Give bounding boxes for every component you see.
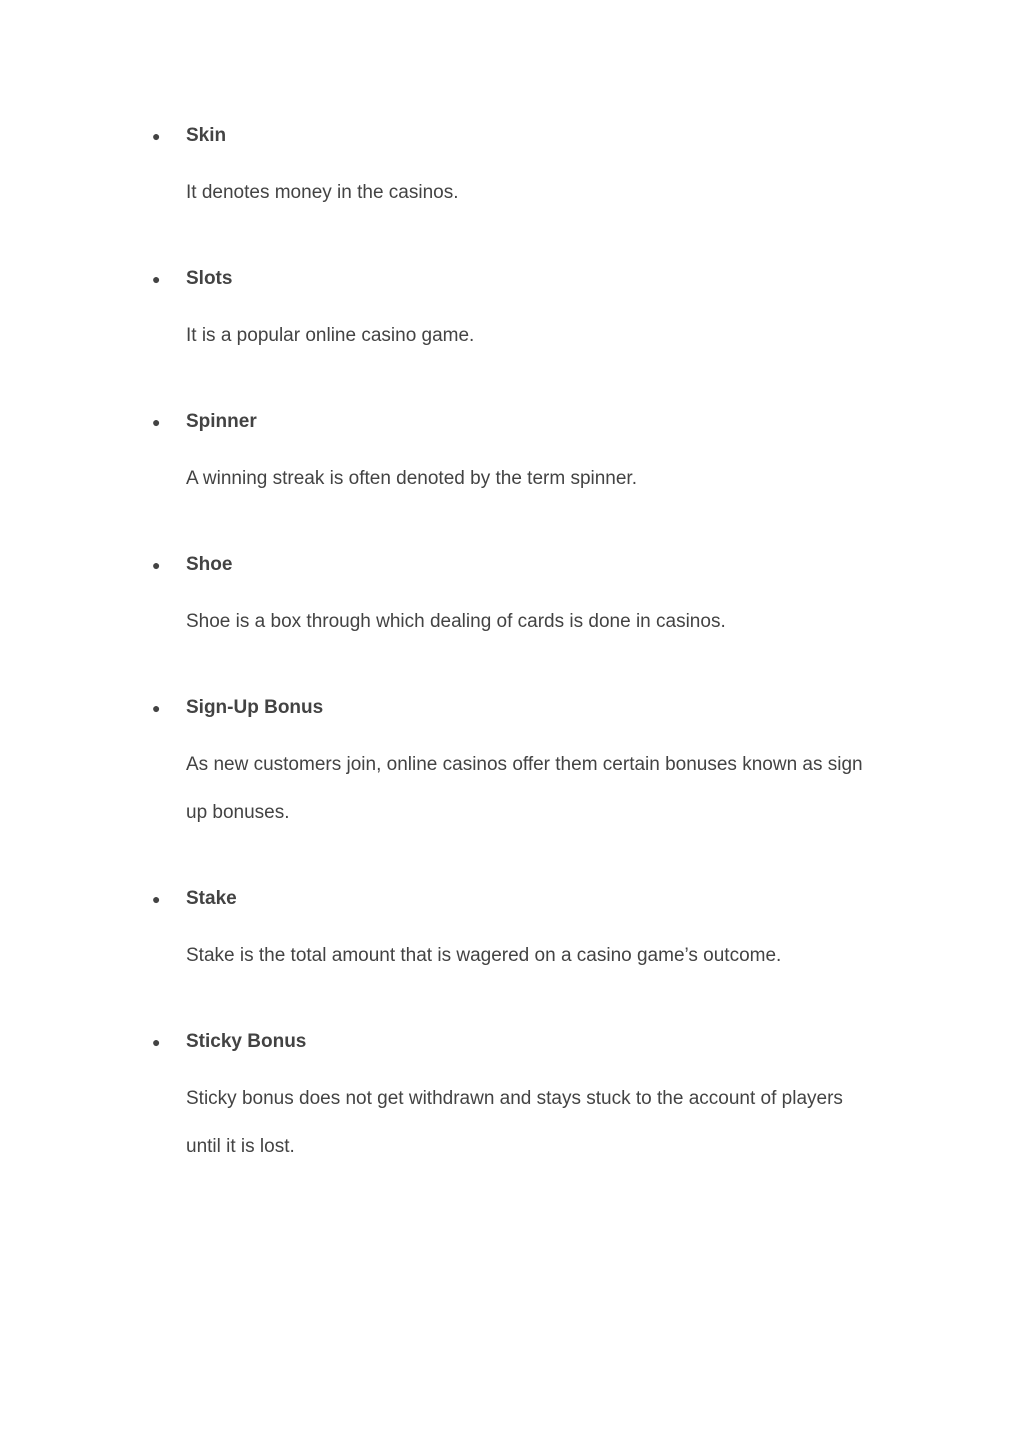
glossary-term: Skin (186, 125, 227, 146)
bullet-icon: ● (152, 700, 161, 716)
bullet-icon: ● (152, 1034, 161, 1050)
glossary-definition (186, 437, 906, 503)
glossary-entry-spinner (152, 407, 912, 503)
definition-line: As new customers join, online casinos offer them certain bonuses known as sign (186, 754, 863, 775)
definition-line: It denotes money in the casinos. (186, 182, 459, 203)
definition-line: Stake is the total amount that is wagered on a casino game’s outcome. (186, 945, 782, 966)
glossary-entry-slots (152, 264, 912, 360)
bullet-icon: ● (152, 557, 161, 573)
glossary-term: Stake (186, 888, 237, 909)
glossary-term: Shoe (186, 554, 233, 575)
glossary-definition (186, 580, 906, 646)
bullet-icon: ● (152, 271, 161, 287)
glossary-term: Spinner (186, 411, 257, 432)
definition-line: It is a popular online casino game. (186, 325, 475, 346)
glossary-entry-sticky-bonus (152, 1027, 912, 1171)
glossary-definition (186, 914, 906, 980)
definition-line: until it is lost. (186, 1136, 295, 1157)
bullet-icon: ● (152, 128, 161, 144)
bullet-icon: ● (152, 414, 161, 430)
glossary-entry-stake (152, 884, 912, 980)
glossary-term: Slots (186, 268, 233, 289)
glossary-term: Sticky Bonus (186, 1031, 307, 1052)
glossary-definition (186, 723, 906, 837)
definition-line: A winning streak is often denoted by the term spinner. (186, 468, 637, 489)
glossary-list (152, 121, 912, 1218)
glossary-definition (186, 1057, 906, 1171)
glossary-entry-sign-up-bonus (152, 693, 912, 837)
glossary-entry-skin (152, 121, 912, 217)
definition-line: Sticky bonus does not get withdrawn and stays stuck to the account of players (186, 1088, 843, 1109)
glossary-term: Sign-Up Bonus (186, 697, 324, 718)
glossary-definition (186, 151, 906, 217)
definition-line: up bonuses. (186, 802, 290, 823)
definition-line: Shoe is a box through which dealing of cards is done in casinos. (186, 611, 726, 632)
glossary-entry-shoe (152, 550, 912, 646)
glossary-definition (186, 294, 906, 360)
bullet-icon: ● (152, 891, 161, 907)
